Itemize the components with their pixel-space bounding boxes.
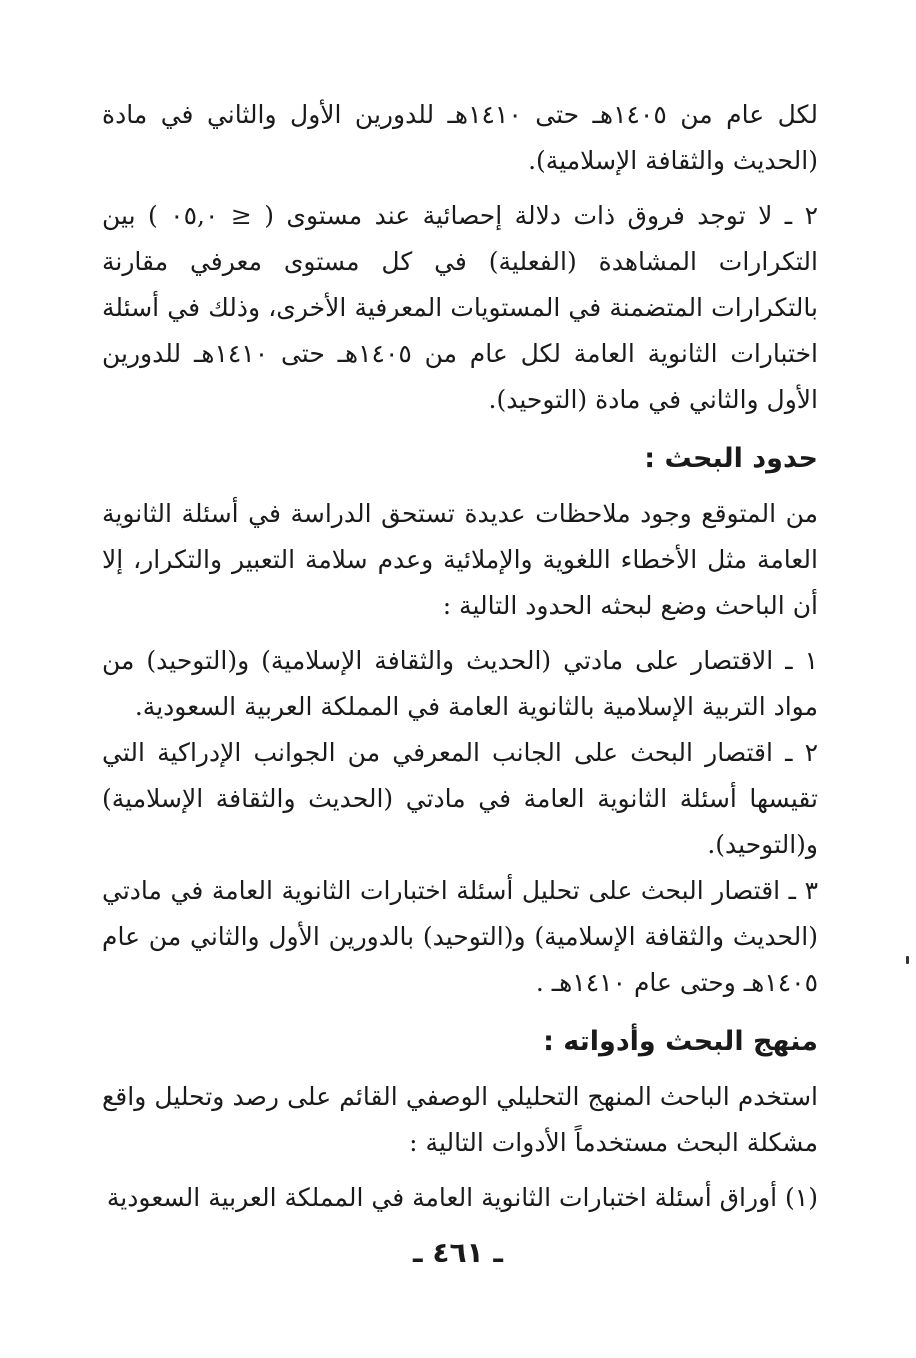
scan-edge-mark bbox=[906, 956, 909, 964]
paragraph-continuation: لكل عام من ١٤٠٥هـ حتى ١٤١٠هـ للدورين الأول والثاني في مادة (الحديث والثقافة الإسلامية). bbox=[102, 100, 818, 175]
hypothesis-2-paragraph: ٢ ـ لا توجد فروق ذات دلالة إحصائية عند مستوى ( ≤ ٠٥,٠ ) بين التكرارات المشاهدة (الفعلية) في كل مستوى معرفي مقارنة بالتكرارات المتضمنة في المستويات المعرفية الأخرى، وذلك في أسئلة اختبارات الثانوية العامة لكل عام من ١٤٠٥هـ حتى ١٤١٠هـ للدورين الأول والثاني في مادة (التوحيد). bbox=[102, 201, 818, 414]
limit-item-1: ١ ـ الاقتصار على مادتي (الحديث والثقافة الإسلامية) و(التوحيد) من مواد التربية الإسلامية بالثانوية العامة في المملكة العربية السعودية. bbox=[102, 646, 818, 721]
page-body bbox=[102, 92, 818, 1221]
section-heading-research-limits: حدود البحث : bbox=[644, 443, 818, 474]
research-limits-intro: من المتوقع وجود ملاحظات عديدة تستحق الدراسة في أسئلة الثانوية العامة مثل الأخطاء اللغوية والإملائية وعدم سلامة التعبير والتكرار، إلا أن الباحث وضع لبحثه الحدود التالية : bbox=[102, 499, 818, 620]
method-item-1: (١) أوراق أسئلة اختبارات الثانوية العامة في المملكة العربية السعودية bbox=[106, 1183, 818, 1212]
limit-item-2: ٢ ـ اقتصار البحث على الجانب المعرفي من الجوانب الإدراكية التي تقيسها أسئلة الثانوية العامة في مادتي (الحديث والثقافة الإسلامية) و(التوحيد). bbox=[102, 738, 818, 859]
page-number: ـ ٤٦١ ـ bbox=[413, 1236, 503, 1269]
section-heading-research-method: منهج البحث وأدواته : bbox=[543, 1026, 818, 1057]
research-method-intro: استخدم الباحث المنهج التحليلي الوصفي القائم على رصد وتحليل واقع مشكلة البحث مستخدماً الأدوات التالية : bbox=[102, 1082, 818, 1157]
limit-item-3: ٣ ـ اقتصار البحث على تحليل أسئلة اختبارات الثانوية العامة في مادتي (الحديث والثقافة الإسلامية) و(التوحيد) بالدورين الأول والثاني من عام ١٤٠٥هـ وحتى عام ١٤١٠هـ . bbox=[102, 876, 818, 997]
